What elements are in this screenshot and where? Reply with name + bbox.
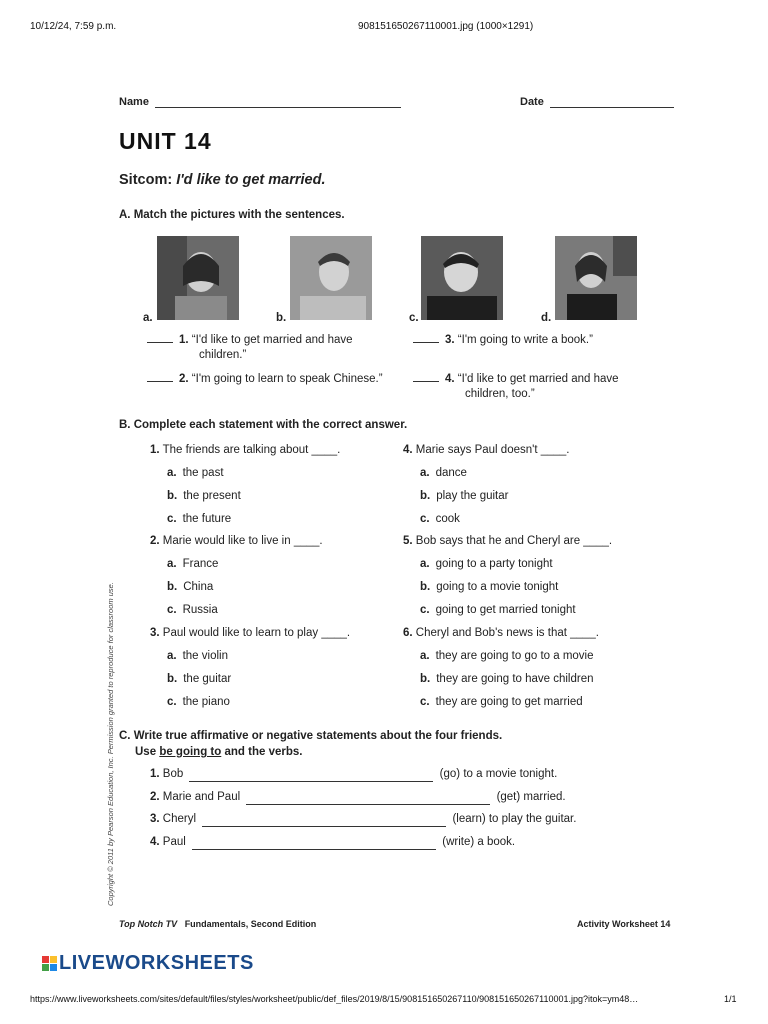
- copyright-notice: Copyright © 2011 by Pearson Education, Inc. Permission granted to reproduce for classroom use.: [106, 582, 115, 906]
- statement-number: 2.: [150, 791, 160, 803]
- question-text: Marie would like to live in ____.: [162, 535, 323, 547]
- sitcom-title: [119, 172, 326, 188]
- statement-hint: (go) to a movie tonight.: [439, 768, 558, 780]
- option-c[interactable]: c. the future: [167, 513, 232, 525]
- name-line: [155, 95, 401, 108]
- item-number: 4.: [445, 373, 455, 385]
- option-a[interactable]: a. going to a party tonight: [420, 558, 553, 570]
- photo-letter-d: d.: [541, 312, 552, 324]
- answer-line[interactable]: [189, 769, 433, 782]
- option-b[interactable]: b. they are going to have children: [420, 673, 594, 685]
- statement-3: [150, 812, 576, 827]
- statement-number: 3.: [150, 813, 160, 825]
- print-url: https://www.liveworksheets.com/sites/default/files/styles/worksheet/public/def_files/2019/8/15/908151650267110/908151650267110001.jpg?itok=ym48…: [30, 994, 639, 1004]
- logo-grid-icon: [42, 956, 57, 971]
- question-text: Paul would like to learn to play ____.: [162, 627, 351, 639]
- question-text: Bob says that he and Cheryl are ____.: [415, 535, 613, 547]
- statement-subject: Cheryl: [162, 813, 197, 825]
- photo-letter-b: b.: [276, 312, 287, 324]
- subtitle-italic: I'd like to get married.: [176, 172, 326, 188]
- print-doc-title: 908151650267110001.jpg (1000×1291): [358, 21, 534, 32]
- option-a[interactable]: a. France: [167, 558, 219, 570]
- item-text-cont: children.”: [199, 349, 247, 361]
- question-3: [150, 626, 390, 710]
- heading-use: Use: [135, 746, 157, 758]
- question-4: [403, 443, 663, 527]
- date-field: [520, 95, 674, 108]
- statement-hint: (get) married.: [496, 791, 566, 803]
- answer-line[interactable]: [202, 814, 446, 827]
- question-number: 1.: [150, 444, 160, 456]
- question-number: 3.: [150, 627, 160, 639]
- statement-hint: (learn) to play the guitar.: [452, 813, 577, 825]
- statement-subject: Marie and Paul: [162, 791, 241, 803]
- date-label: Date: [520, 96, 544, 108]
- photo-d: [555, 236, 637, 320]
- option-c[interactable]: c. cook: [420, 513, 460, 525]
- option-a[interactable]: a. the violin: [167, 650, 228, 662]
- statement-2: [150, 790, 566, 805]
- heading-be-going-to: be going to: [159, 746, 222, 758]
- match-item-2: [147, 371, 383, 387]
- unit-title: UNIT 14: [119, 128, 212, 154]
- match-item-4: [413, 371, 619, 402]
- question-number: 5.: [403, 535, 413, 547]
- statement-number: 1.: [150, 768, 160, 780]
- option-b[interactable]: b. the guitar: [167, 673, 232, 685]
- question-6: [403, 626, 663, 710]
- name-label: Name: [119, 96, 149, 108]
- answer-blank[interactable]: [147, 371, 173, 382]
- section-c-heading-line1: C. Write true affirmative or negative statements about the four friends.: [119, 730, 503, 742]
- question-number: 2.: [150, 535, 160, 547]
- question-text: The friends are talking about ____.: [162, 444, 341, 456]
- section-b-heading: B. Complete each statement with the correct answer.: [119, 419, 408, 431]
- answer-line[interactable]: [192, 837, 436, 850]
- question-text: Marie says Paul doesn't ____.: [415, 444, 570, 456]
- section-c-heading: [119, 728, 502, 760]
- answer-blank[interactable]: [413, 371, 439, 382]
- question-1: [150, 443, 390, 527]
- match-item-3: [413, 332, 593, 348]
- item-text: “I'd like to get married and have: [191, 334, 353, 346]
- item-number: 3.: [445, 334, 455, 346]
- logo-text: LIVEWORKSHEETS: [59, 952, 254, 974]
- item-text: “I'd like to get married and have: [457, 373, 619, 385]
- name-field: [119, 95, 401, 108]
- section-a-heading: A. Match the pictures with the sentences.: [119, 209, 345, 221]
- worksheet-footer-left: [119, 919, 316, 929]
- statement-4: [150, 835, 515, 850]
- answer-line[interactable]: [246, 792, 490, 805]
- statement-hint: (write) a book.: [442, 836, 516, 848]
- photo-letter-c: c.: [409, 312, 419, 324]
- print-datetime: 10/12/24, 7:59 p.m.: [30, 21, 117, 32]
- answer-blank[interactable]: [413, 332, 439, 343]
- question-number: 6.: [403, 627, 413, 639]
- question-text: Cheryl and Bob's news is that ____.: [415, 627, 599, 639]
- statement-subject: Bob: [162, 768, 184, 780]
- liveworksheets-logo[interactable]: [42, 952, 254, 975]
- photo-c: [421, 236, 503, 320]
- item-text: “I'm going to learn to speak Chinese.”: [191, 373, 383, 385]
- date-line: [550, 95, 674, 108]
- option-a[interactable]: a. dance: [420, 467, 467, 479]
- option-a[interactable]: a. they are going to go to a movie: [420, 650, 594, 662]
- question-2: [150, 534, 390, 618]
- heading-rest: and the verbs.: [224, 746, 303, 758]
- photo-b: [290, 236, 372, 320]
- option-b[interactable]: b. China: [167, 581, 214, 593]
- question-number: 4.: [403, 444, 413, 456]
- photo-a: [157, 236, 239, 320]
- option-c[interactable]: c. the piano: [167, 696, 230, 708]
- item-text: “I'm going to write a book.”: [457, 334, 593, 346]
- photo-letter-a: a.: [143, 312, 153, 324]
- option-c[interactable]: c. they are going to get married: [420, 696, 583, 708]
- item-number: 1.: [179, 334, 189, 346]
- footer-series: Top Notch TV: [119, 919, 178, 929]
- option-b[interactable]: b. going to a movie tonight: [420, 581, 559, 593]
- item-text-cont: children, too.”: [465, 388, 535, 400]
- worksheet-footer-right: Activity Worksheet 14: [577, 919, 671, 929]
- statement-1: [150, 767, 557, 782]
- option-b[interactable]: b. the present: [167, 490, 241, 502]
- footer-edition: Fundamentals, Second Edition: [184, 919, 317, 929]
- statement-subject: Paul: [162, 836, 186, 848]
- item-number: 2.: [179, 373, 189, 385]
- answer-blank[interactable]: [147, 332, 173, 343]
- option-a[interactable]: a. the past: [167, 467, 224, 479]
- statement-number: 4.: [150, 836, 160, 848]
- subtitle-prefix: Sitcom:: [119, 172, 173, 188]
- option-b[interactable]: b. play the guitar: [420, 490, 509, 502]
- match-item-1: [147, 332, 353, 363]
- option-c[interactable]: c. Russia: [167, 604, 218, 616]
- print-page-count: 1/1: [724, 994, 737, 1004]
- option-c[interactable]: c. going to get married tonight: [420, 604, 576, 616]
- question-5: [403, 534, 663, 618]
